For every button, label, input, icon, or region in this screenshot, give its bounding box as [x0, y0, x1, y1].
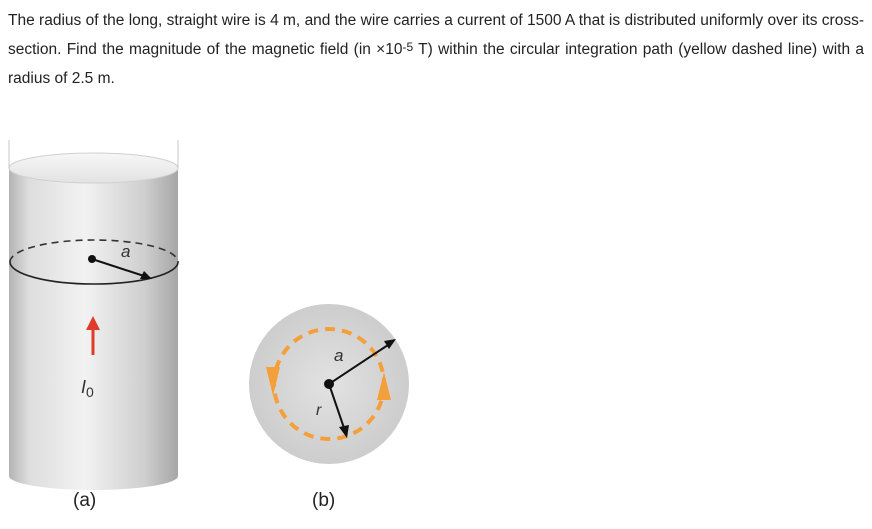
caption-b: (b)	[312, 490, 336, 511]
label-a-right: a	[334, 346, 344, 365]
label-a-left: a	[121, 242, 131, 261]
label-current-symbol: I	[81, 377, 87, 397]
caption-a: (a)	[73, 490, 97, 511]
question-exponent: -5	[402, 40, 414, 54]
label-r: r	[316, 402, 322, 419]
cylinder-wire	[9, 140, 178, 490]
label-current-subscript: 0	[86, 384, 94, 400]
question-part-2: T) within the circular integration path (yellow dashed line) with a radius of 2.5 m.	[8, 41, 864, 87]
question-part-1: The radius of the long, straight wire is 4 m, and the wire carries a current of 1500 A that is distributed uniformly over its cross-section. Find the magnitude of the magnetic field (in ×10	[8, 12, 864, 58]
